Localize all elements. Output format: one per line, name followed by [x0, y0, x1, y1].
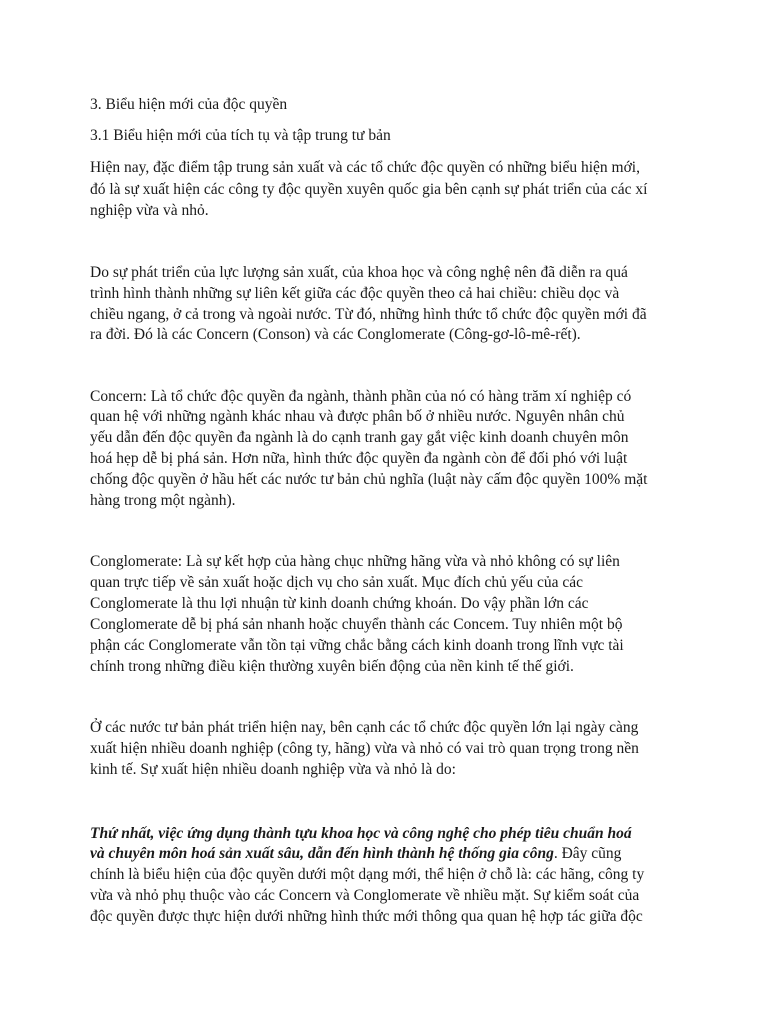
paragraph-3-line: hoá hẹp dễ bị phá sản. Hơn nữa, hình thức độc quyền đa ngành còn để đối phó với luật	[90, 450, 628, 467]
paragraph-6-bold-segment: và chuyên môn hoá sản xuất sâu, dẫn đến hình thành hệ thống gia công	[90, 845, 554, 862]
paragraph-6-normal-segment: . Đây cũng	[553, 845, 622, 862]
paragraph-3-line: yếu dẫn đến độc quyền đa ngành là do cạnh tranh gay gắt việc kinh doanh chuyên môn	[90, 429, 629, 446]
paragraph-5-line: Ở các nước tư bản phát triển hiện nay, bên cạnh các tổ chức độc quyền lớn lại ngày càng	[90, 719, 639, 736]
paragraph-3-line: quan hệ với những ngành khác nhau và được phân bố ở nhiều nước. Nguyên nhân chủ	[90, 408, 625, 425]
paragraph-3-line: hàng trong một ngành).	[90, 492, 236, 509]
paragraph-6-line: độc quyền được thực hiện dưới những hình thức mới thông qua quan hệ hợp tác giữa độc	[90, 908, 643, 925]
paragraph-6-bold-line: Thứ nhất, việc ứng dụng thành tựu khoa học và công nghệ cho phép tiêu chuẩn hoá	[90, 825, 632, 842]
paragraph-5-line: kinh tế. Sự xuất hiện nhiều doanh nghiệp vừa và nhỏ là do:	[90, 761, 456, 778]
paragraph-2-line: trình hình thành những sự liên kết giữa các độc quyền theo cả hai chiều: chiều dọc và	[90, 285, 620, 302]
paragraph-4-line: Conglomerate: Là sự kết hợp của hàng chục những hãng vừa và nhỏ không có sự liên	[90, 553, 620, 570]
paragraph-3-line: chống độc quyền ở hầu hết các nước tư bản chủ nghĩa (luật này cấm độc quyền 100% mặt	[90, 471, 648, 488]
paragraph-6-line: chính là biểu hiện của độc quyền dưới một dạng mới, thể hiện ở chỗ là: các hãng, công ty	[90, 866, 645, 883]
paragraph-4-line: phận các Conglomerate vẫn tồn tại vững chắc bằng cách kinh doanh trong lĩnh vực tài	[90, 637, 624, 654]
paragraph-6-line-mixed	[90, 843, 621, 864]
paragraph-2-line: chiều ngang, ở cả trong và ngoài nước. Từ đó, những hình thức tổ chức độc quyền mới đã	[90, 306, 647, 323]
heading-section-3: 3. Biểu hiện mới của độc quyền	[90, 96, 288, 113]
paragraph-5-line: xuất hiện nhiều doanh nghiệp (công ty, hãng) vừa và nhỏ có vai trò quan trọng trong nền	[90, 740, 639, 757]
paragraph-2-line: Do sự phát triển của lực lượng sản xuất, của khoa học và công nghệ nên đã diễn ra quá	[90, 264, 628, 281]
heading-section-3-1: 3.1 Biểu hiện mới của tích tụ và tập trung tư bản	[90, 127, 391, 144]
paragraph-4-line: Conglomerate là thu lợi nhuận từ kinh doanh chứng khoán. Do vậy phần lớn các	[90, 595, 589, 612]
paragraph-4-line: quan trực tiếp về sản xuất hoặc dịch vụ cho sản xuất. Mục đích chủ yếu của các	[90, 574, 584, 591]
paragraph-6-line: vừa và nhỏ phụ thuộc vào các Concern và Conglomerate về nhiều mặt. Sự kiểm soát của	[90, 887, 640, 904]
paragraph-2-line: ra đời. Đó là các Concern (Conson) và các Conglomerate (Công-gơ-lô-mê-rết).	[90, 326, 581, 343]
paragraph-1-line: nghiệp vừa và nhỏ.	[90, 202, 209, 219]
paragraph-4-line: chính trong những điều kiện thường xuyên biến động của nền kinh tế thế giới.	[90, 658, 574, 675]
paragraph-1-line: đó là sự xuất hiện các công ty độc quyền xuyên quốc gia bên cạnh sự phát triển của các xí	[90, 181, 648, 198]
paragraph-4-line: Conglomerate dễ bị phá sản nhanh hoặc chuyển thành các Concem. Tuy nhiên một bộ	[90, 616, 623, 633]
paragraph-1-line: Hiện nay, đặc điểm tập trung sản xuất và các tổ chức độc quyền có những biểu hiện mới,	[90, 159, 640, 176]
paragraph-3-line: Concern: Là tổ chức độc quyền đa ngành, thành phần của nó có hàng trăm xí nghiệp có	[90, 388, 632, 405]
